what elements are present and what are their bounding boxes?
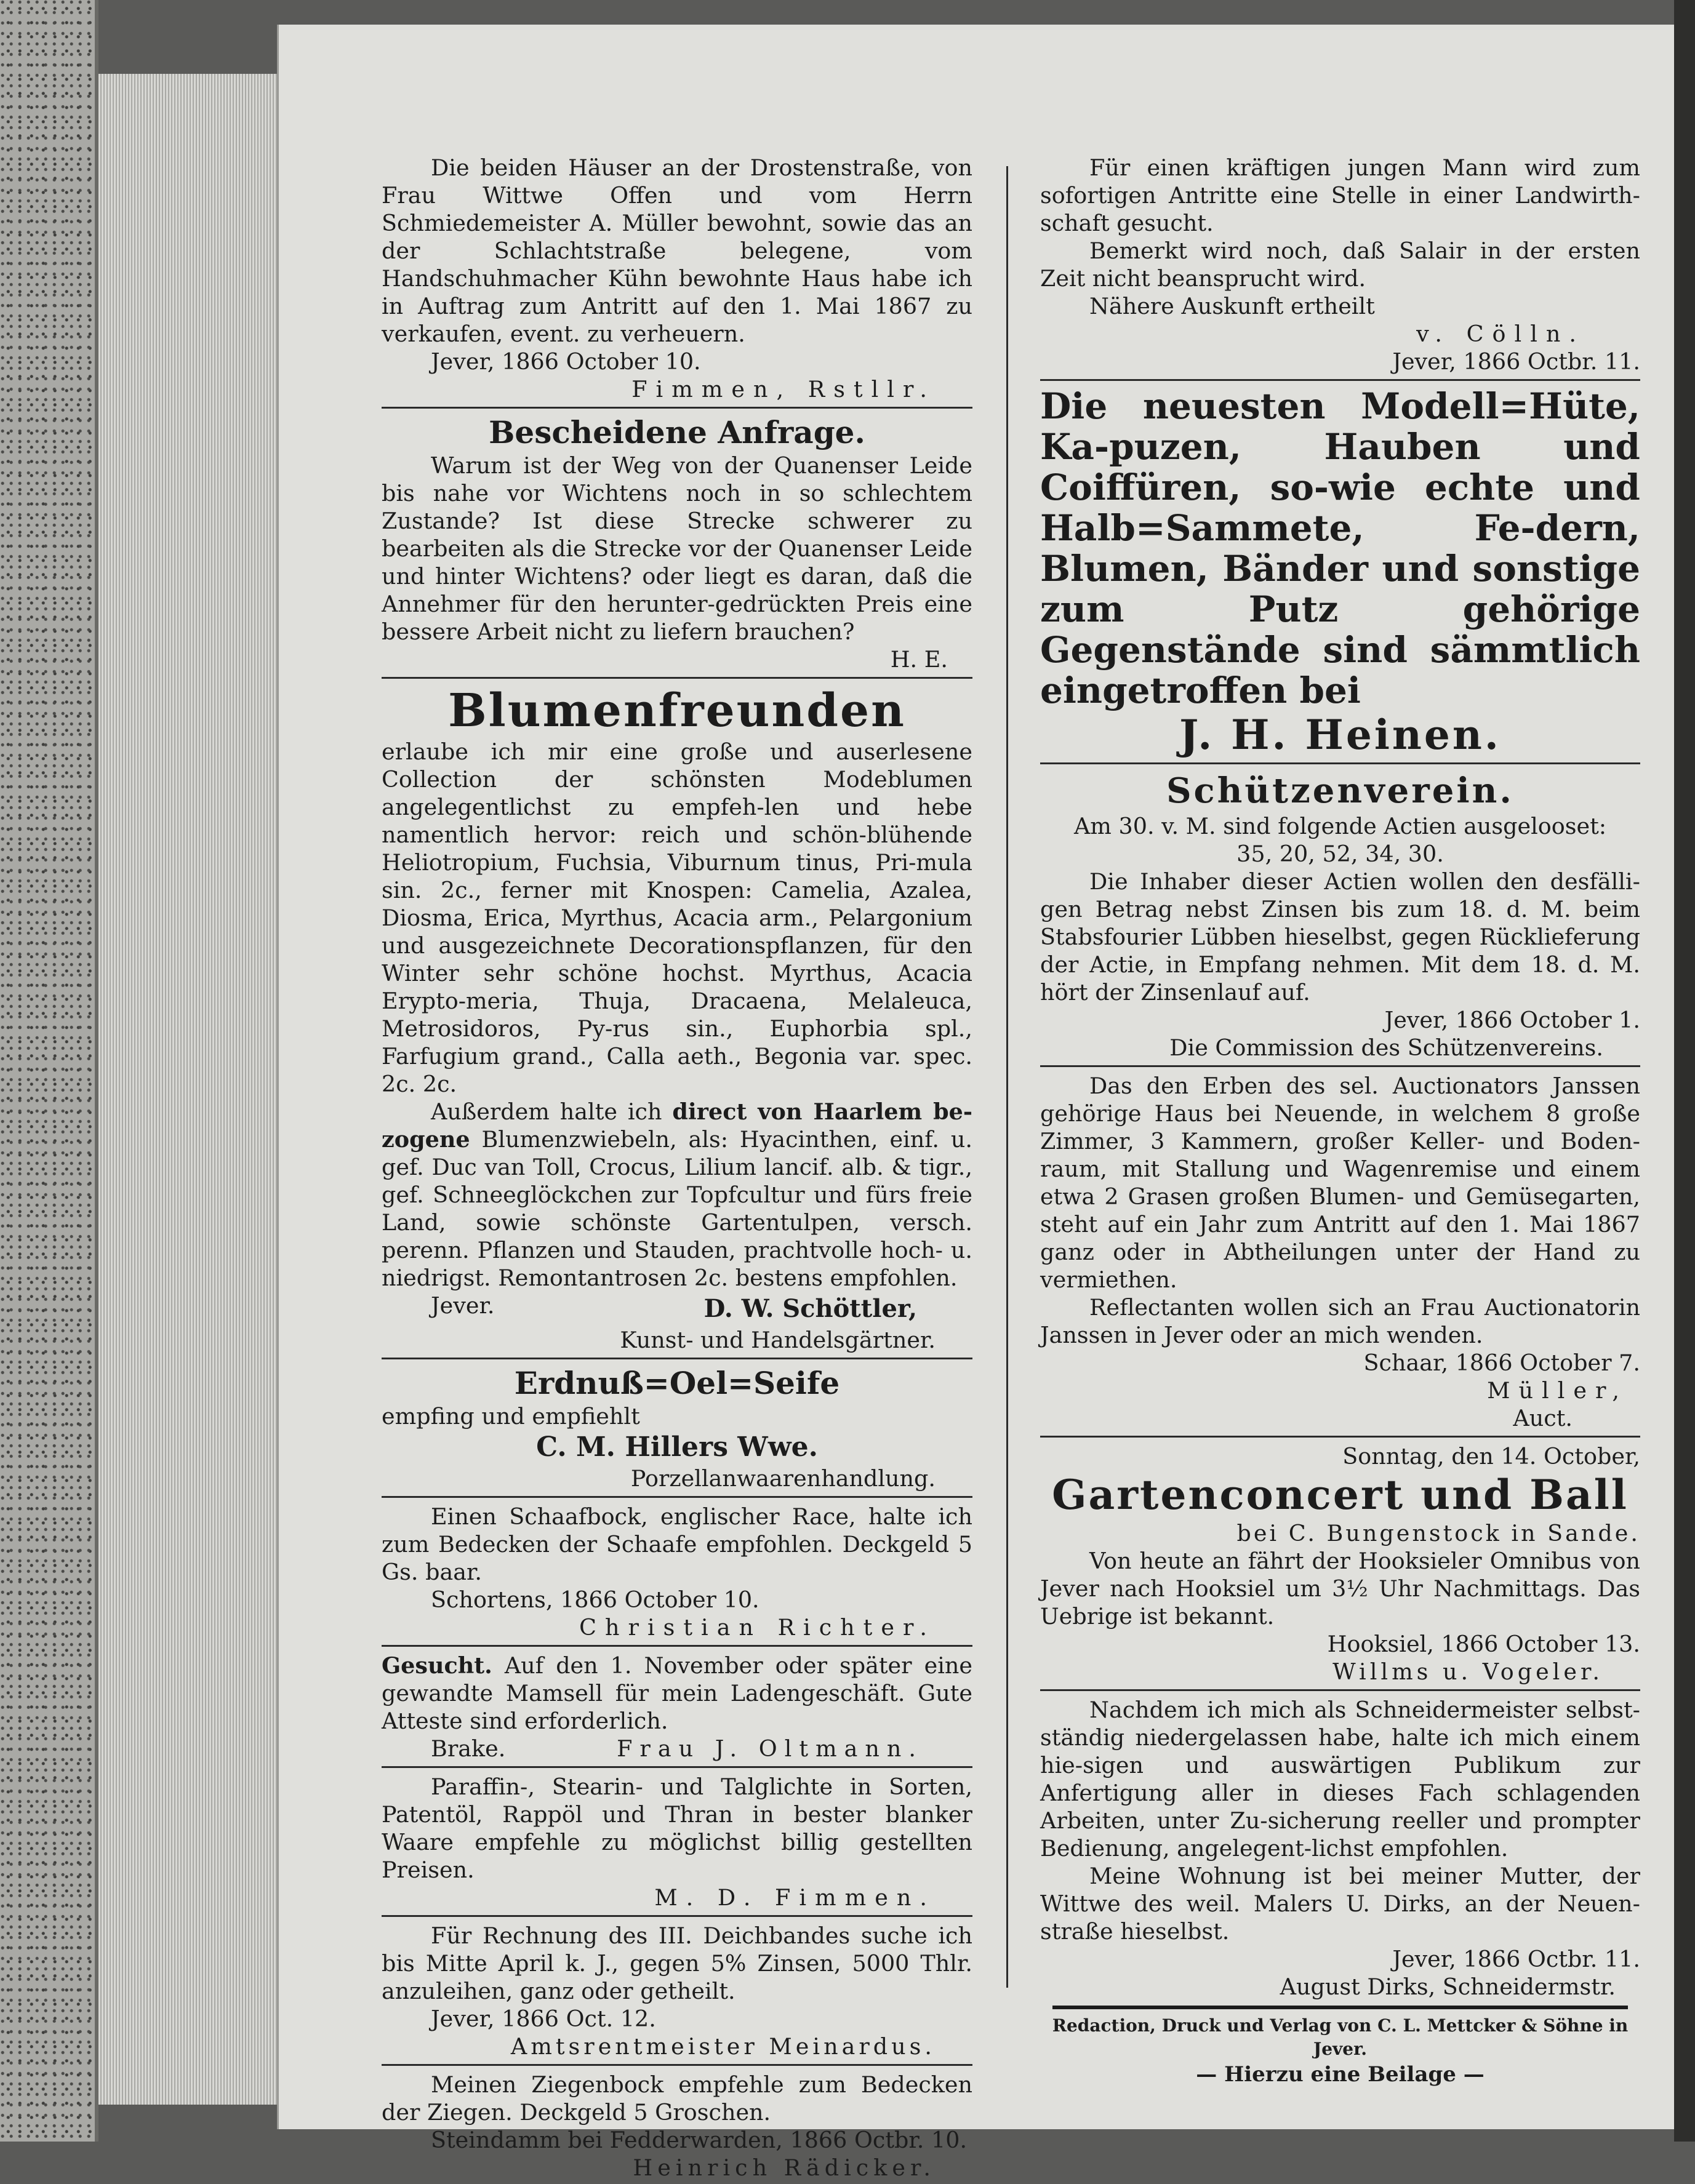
ad-loan <box>382 1922 972 2060</box>
ad-text-2: Meine Wohnung ist bei meiner Mutter, der Wittwe des weil. Malers U. Dirks, an der Neuen-straße hieselbst. <box>1040 1863 1640 1945</box>
ad-title: Gartenconcert und Ball <box>1052 1471 1629 1519</box>
ad-text-2-post: Blumenzwiebeln, als: Hyacinthen, einf. u. gef. Duc van Toll, Crocus, Lilium lancif. alb. & tigr., gef. Schneeglöckchen zur Topfcultur und fürs freie Land, sowie schönste Gartentulpen, versch. perenn. Pflanzen und Stauden, prachtvolle hoch- u. niedrigst. Remontantrosen 2c. bestens empfohlen. <box>382 1126 973 1291</box>
ad-date: Jever, 1866 October 1. <box>1384 1007 1640 1033</box>
ad-text: Die neuesten Modell=Hüte, Ka-puzen, Hauben und Coiffüren, so-wie echte und Halb=Sammete, Fe-dern, Blumen, Bänder und sonstige zum Putz gehörige Gegenstände sind sämmtlich eingetroffen bei <box>1040 385 1640 711</box>
ad-text: erlaube ich mir eine große und auserlesene Collection der schönsten Modeblumen angelegentlichst zu empfeh-len und hebe namentlich hervor: reich und schön-blühende Heliotropium, Fuchsia, Viburnum tinus, Pri-mula sin. 2c., ferner mit Knospen: Camelia, Azalea, Diosma, Erica, Myrthus, Acacia arm., Pelargonium und ausgezeichnete Decorationspflanzen, für den Winter sehr schöne hochst. Myrthus, Acacia Erypto-meria, Thuja, Dracaena, Melaleuca, Metrosidoros, Py-rus sin., Euphorbia spl., Farfugium grand., Calla aeth., Begonia var. spec. 2c. 2c. <box>382 738 972 1097</box>
ad-job-wanted <box>1040 154 1640 375</box>
ad-tailor <box>1040 1696 1640 2001</box>
ad-text: empfing und empfiehlt <box>382 1403 640 1430</box>
imprint-rule <box>1052 2006 1628 2009</box>
left-column <box>382 154 972 2184</box>
column-divider <box>1006 166 1008 1988</box>
ad-text: Meinen Ziegenbock empfehle zum Bedecken der Ziegen. Deckgeld 5 Groschen. <box>382 2071 972 2126</box>
ad-place: Jever. <box>431 1292 495 1319</box>
ad-title: Bescheidene Anfrage. <box>489 414 865 450</box>
ad-ram <box>382 1503 972 1641</box>
ad-place-line <box>382 1735 972 1762</box>
separator-rule <box>382 1496 972 1498</box>
ad-shooting-club <box>1040 769 1640 1062</box>
ad-signature: M. D. Fimmen. <box>654 1884 936 1911</box>
ad-text: Für Rechnung des III. Deichbandes suche ich bis Mitte April k. J., gegen 5% Zinsen, 5000 Thlr. anzuleihen, ganz oder getheilt. <box>382 1922 972 2004</box>
book-binding <box>0 0 98 2142</box>
separator-rule <box>382 1645 972 1647</box>
ad-text: Nachdem ich mich als Schneidermeister selbst-ständig niedergelassen habe, halte ich mich einem hie-sigen und auswärtigen Publikum zur Anfertigung aller in dieses Fach schlagenden Arbeiten, unter Zu-sicherung reeller und prompter Bedienung, angelegent-lichst empfohlen. <box>1040 1697 1640 1862</box>
ad-signature: August Dirks, Schneidermstr. <box>1280 1974 1616 2000</box>
ad-text-2: Bemerkt wird noch, daß Salair in der ersten Zeit nicht beansprucht wird. <box>1040 238 1640 292</box>
ad-date: Jever, 1866 Octbr. 11. <box>1392 348 1640 375</box>
ad-signature: Christian Richter. <box>579 1614 936 1641</box>
ad-place: Brake. <box>431 1735 506 1762</box>
ad-text <box>382 1652 972 1735</box>
separator-rule <box>1040 1436 1640 1438</box>
ad-signature-title: Auct. <box>1513 1405 1573 1431</box>
ad-signature: Frau J. Oltmann. <box>617 1735 923 1762</box>
ad-signature: Heinrich Rädicker. <box>633 2154 936 2181</box>
ad-signature: D. W. Schöttler, <box>703 1294 917 1323</box>
ad-signature: v. Cölln. <box>1416 321 1585 347</box>
ad-date: Hooksiel, 1866 October 13. <box>1327 1631 1640 1657</box>
separator-rule <box>1040 379 1640 381</box>
separator-rule <box>1040 1065 1640 1067</box>
separator-rule <box>1040 762 1640 764</box>
ad-text: Warum ist der Weg von der Quanenser Leide bis nahe vor Wichtens noch in so schlechtem Zustande? Ist diese Strecke schwerer zu bearbeiten als die Strecke vor der Quanenser Leide und hinter Wichtens? oder liegt es daran, daß die Annehmer für den herunter-gedrückten Preis eine bessere Arbeit nicht zu liefern brauchen? <box>382 452 973 645</box>
ad-date: Schaar, 1866 October 7. <box>1363 1350 1640 1376</box>
ad-date: Jever, 1866 Octbr. 11. <box>1392 1946 1640 1972</box>
ad-date: Steindamm bei Fedderwarden, 1866 Octbr. 10. <box>431 2127 968 2153</box>
separator-rule <box>382 1766 972 1768</box>
ad-firm: C. M. Hillers Wwe. <box>536 1431 818 1463</box>
ad-text: Einen Schaafbock, englischer Race, halte ich zum Bedecken der Schaafe empfohlen. Deckgeld 5 Gs. baar. <box>382 1503 972 1585</box>
ad-text: Für einen kräftigen jungen Mann wird zum sofortigen Antritte eine Stelle in einer Landwirth-schaft gesucht. <box>1040 154 1640 236</box>
ad-date: Jever, 1866 Oct. 12. <box>431 2006 656 2032</box>
supplement-note: — Hierzu eine Beilage — <box>1196 2062 1485 2087</box>
ad-signature: Müller, <box>1487 1377 1628 1404</box>
ad-date: Jever, 1866 October 10. <box>431 348 701 375</box>
facing-page-shadow <box>1674 0 1695 2142</box>
ad-text: Von heute an fährt der Hooksieler Omnibus von Jever nach Hooksiel um 3½ Uhr Nachmittags. Das Uebrige ist bekannt. <box>1040 1548 1640 1630</box>
ad-soap <box>382 1364 972 1492</box>
ad-body: Auf den 1. November oder später eine gewandte Mamsell für mein Ladengeschäft. Gute Atteste sind erforderlich. <box>382 1652 972 1734</box>
ad-text: Das den Erben des sel. Auctionators Janssen gehörige Haus bei Neuende, in welchem 8 große Zimmer, 3 Kammern, großer Keller- und Boden-raum, mit Stallung und Wagenremise und einem etwa 2 Grasen großen Blumen- und Gemüsegarten, steht auf ein Jahr zum Antritt auf den 1. Mai 1867 ganz oder in Abtheilungen unter der Hand zu vermiethen. <box>1040 1073 1640 1293</box>
ad-house-rent <box>1040 1072 1640 1432</box>
ad-lead: Gesucht. <box>382 1652 492 1679</box>
separator-rule <box>382 407 972 409</box>
ad-candles <box>382 1773 972 1911</box>
separator-rule <box>382 1915 972 1917</box>
ad-host: bei C. Bungenstock in Sande. <box>1236 1520 1640 1546</box>
separator-rule <box>382 677 972 679</box>
ad-hats <box>1040 386 1640 759</box>
separator-rule <box>1040 1689 1640 1691</box>
right-column <box>1040 154 1640 2089</box>
ad-text-2: Die Inhaber dieser Actien wollen den desfälli-gen Betrag nebst Zinsen bis zum 18. d. M. beim Stabsfourier Lübben hieselbst, gegen Rücklieferung der Actie, in Empfang nehmen. Mit dem 18. d. M. hört der Zinsenlauf auf. <box>1040 868 1640 1006</box>
ad-text: Paraffin-, Stearin- und Talglichte in Sorten, Patentöl, Rappöl und Thran in bester blanker Waare empfehle zu möglichst billig gestellten Preisen. <box>382 1774 972 1883</box>
separator-rule <box>382 2064 972 2066</box>
ad-title: Erdnuß=Oel=Seife <box>514 1365 840 1401</box>
ad-text-2 <box>382 1098 972 1292</box>
ad-garden-concert <box>1040 1442 1640 1686</box>
ad-text-2-pre: Außerdem halte ich <box>431 1098 662 1125</box>
ad-firm: J. H. Heinen. <box>1179 711 1501 759</box>
ad-signature-title: Kunst- und Handelsgärtner. <box>620 1327 936 1353</box>
ad-goat <box>382 2071 972 2182</box>
ad-signature: Willms u. Vogeler. <box>1332 1658 1603 1685</box>
ad-text-3: Nähere Auskunft ertheilt <box>1089 293 1375 319</box>
ad-title: Schützenverein. <box>1166 770 1514 811</box>
ad-title: Blumenfreunden <box>448 684 906 737</box>
imprint: Redaction, Druck und Verlag von C. L. Mettcker & Söhne in Jever. <box>1052 2015 1629 2059</box>
ad-signature: Amtsrentmeister Meinardus. <box>510 2033 936 2060</box>
ad-date: Schortens, 1866 October 10. <box>431 1586 759 1613</box>
ad-numbers: 35, 20, 52, 34, 30. <box>1236 841 1444 867</box>
ad-place-line <box>382 1292 972 1326</box>
ad-signature: H. E. <box>890 646 948 673</box>
ad-signature: Fimmen, Rstllr. <box>631 376 936 402</box>
ad-text-2-bold: direct von Haarlem be-zogene <box>382 1098 972 1153</box>
ad-wanted <box>382 1652 972 1762</box>
separator-rule <box>382 1358 972 1359</box>
ad-text: Am 30. v. M. sind folgende Actien ausgelooset: <box>1073 813 1607 839</box>
ad-firm-sub: Porzellanwaarenhandlung. <box>630 1465 936 1492</box>
ad-signature: Die Commission des Schützenvereins. <box>1169 1034 1603 1061</box>
ad-houses-sale <box>382 154 972 403</box>
page-edges <box>98 74 283 2105</box>
ad-inquiry <box>382 414 972 673</box>
ad-pre: Sonntag, den 14. October, <box>1342 1443 1640 1470</box>
ad-text-2: Reflectanten wollen sich an Frau Auctionatorin Janssen in Jever oder an mich wenden. <box>1040 1294 1640 1348</box>
ad-text: Die beiden Häuser an der Drostenstraße, von Frau Wittwe Offen und vom Herrn Schmiedemeister A. Müller bewohnt, sowie das an der Schlachtstraße belegene, vom Handschuhmacher Kühn bewohnte Haus habe ich in Auftrag zum Antritt auf den 1. Mai 1867 zu verkaufen, event. zu verheuern. <box>382 154 972 347</box>
ad-flowers <box>382 684 972 1354</box>
